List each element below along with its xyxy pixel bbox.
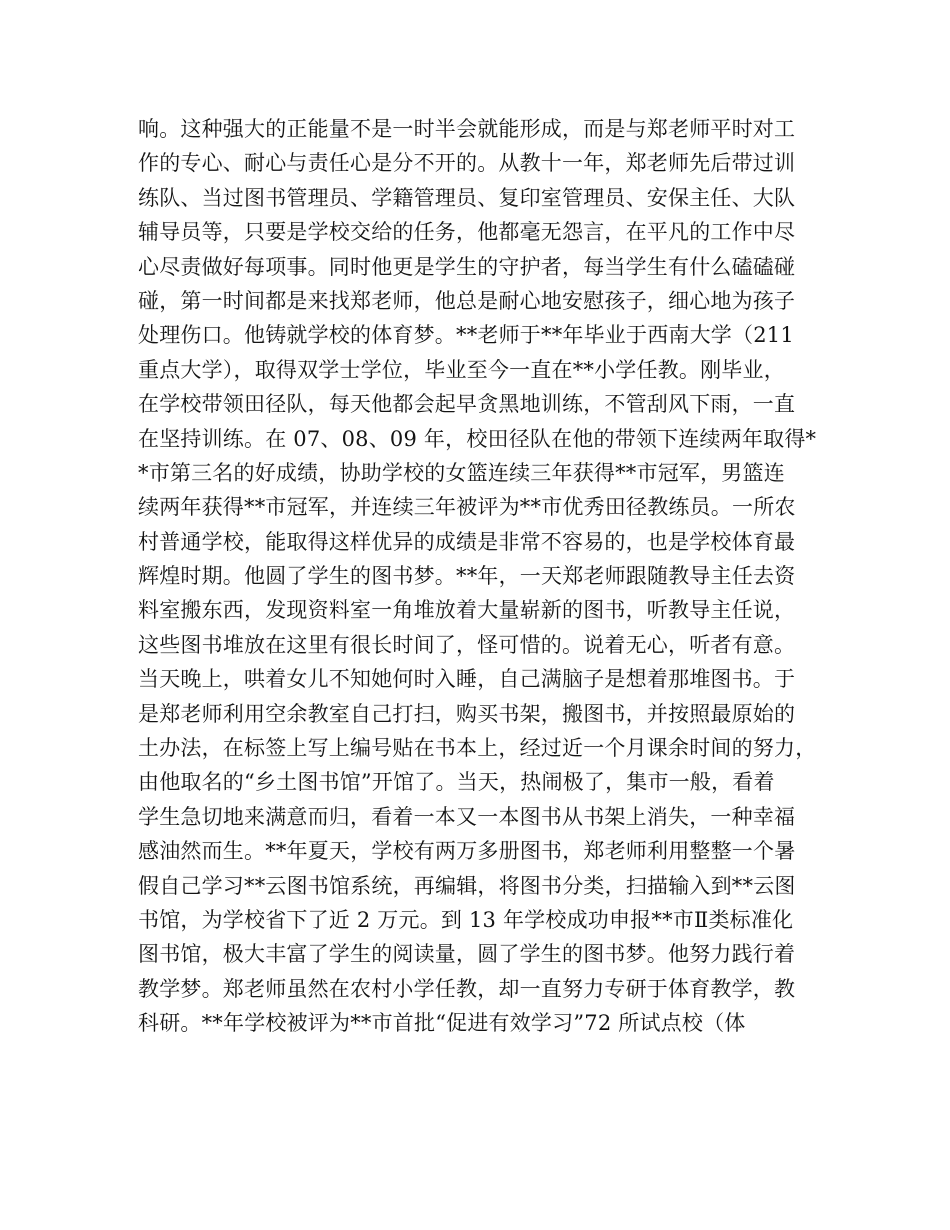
text-line: 碰，第一时间都是来找郑老师，他总是耐心地安慰孩子，细心地为孩子 xyxy=(138,288,796,313)
text-line: 在坚持训练。在 07、08、09 年，校田径队在他的带领下连续两年取得* xyxy=(138,426,817,451)
text-line: 练队、当过图书管理员、学籍管理员、复印室管理员、安保主任、大队 xyxy=(138,185,796,210)
text-line: 重点大学），取得双学士学位，毕业至今一直在**小学任教。刚毕业， xyxy=(138,357,785,382)
text-line: *市第三名的好成绩，协助学校的女篮连续三年获得**市冠军，男篮连 xyxy=(138,460,785,485)
text-line: 学生急切地来满意而归，看着一本又一本图书从书架上消失，一种幸福 xyxy=(138,804,796,829)
text-line: 作的专心、耐心与责任心是分不开的。从教十一年，郑老师先后带过训 xyxy=(138,151,796,176)
text-line: 教学梦。郑老师虽然在农村小学任教，却一直努力专研于体育教学，教 xyxy=(138,976,796,1001)
text-line: 科研。**年学校被评为**市首批“促进有效学习”72 所试点校（体 xyxy=(138,1011,746,1036)
text-line: 由他取名的“乡土图书馆”开馆了。当天，热闹极了，集市一般，看着 xyxy=(138,770,775,795)
text-line: 辉煌时期。他圆了学生的图书梦。**年，一天郑老师跟随教导主任去资 xyxy=(138,564,796,589)
text-line: 图书馆，极大丰富了学生的阅读量，圆了学生的图书梦。他努力践行着 xyxy=(138,942,796,967)
text-line: 续两年获得**市冠军，并连续三年被评为**市优秀田径教练员。一所农 xyxy=(138,495,796,520)
body-text xyxy=(138,112,828,1041)
text-line: 辅导员等，只要是学校交给的任务，他都毫无怨言，在平凡的工作中尽 xyxy=(138,220,796,245)
text-line: 土办法，在标签上写上编号贴在书本上，经过近一个月课余时间的努力， xyxy=(138,736,817,761)
text-line: 书馆，为学校省下了近 2 万元。到 13 年学校成功申报**市Ⅱ类标准化 xyxy=(138,907,794,932)
text-line: 当天晚上，哄着女儿不知她何时入睡，自己满脑子是想着那堆图书。于 xyxy=(138,667,796,692)
text-line: 假自己学习**云图书馆系统，再编辑，将图书分类，扫描输入到**云图 xyxy=(138,873,796,898)
text-line: 这些图书堆放在这里有很长时间了，怪可惜的。说着无心，听者有意。 xyxy=(138,632,796,657)
text-line: 在学校带领田径队，每天他都会起早贪黑地训练，不管刮风下雨，一直 xyxy=(138,392,796,417)
text-line: 响。这种强大的正能量不是一时半会就能形成，而是与郑老师平时对工 xyxy=(138,117,796,141)
text-line: 感油然而生。**年夏天，学校有两万多册图书，郑老师利用整整一个暑 xyxy=(138,839,796,864)
text-line: 处理伤口。他铸就学校的体育梦。**老师于**年毕业于西南大学（211 xyxy=(138,323,794,348)
text-line: 是郑老师利用空余教室自己打扫，购买书架，搬图书，并按照最原始的 xyxy=(138,701,796,726)
text-line: 心尽责做好每项事。同时他更是学生的守护者，每当学生有什么磕磕碰 xyxy=(138,254,796,279)
text-line: 料室搬东西，发现资料室一角堆放着大量崭新的图书，听教导主任说， xyxy=(138,598,796,623)
text-line: 村普通学校，能取得这样优异的成绩是非常不容易的，也是学校体育最 xyxy=(138,529,796,554)
